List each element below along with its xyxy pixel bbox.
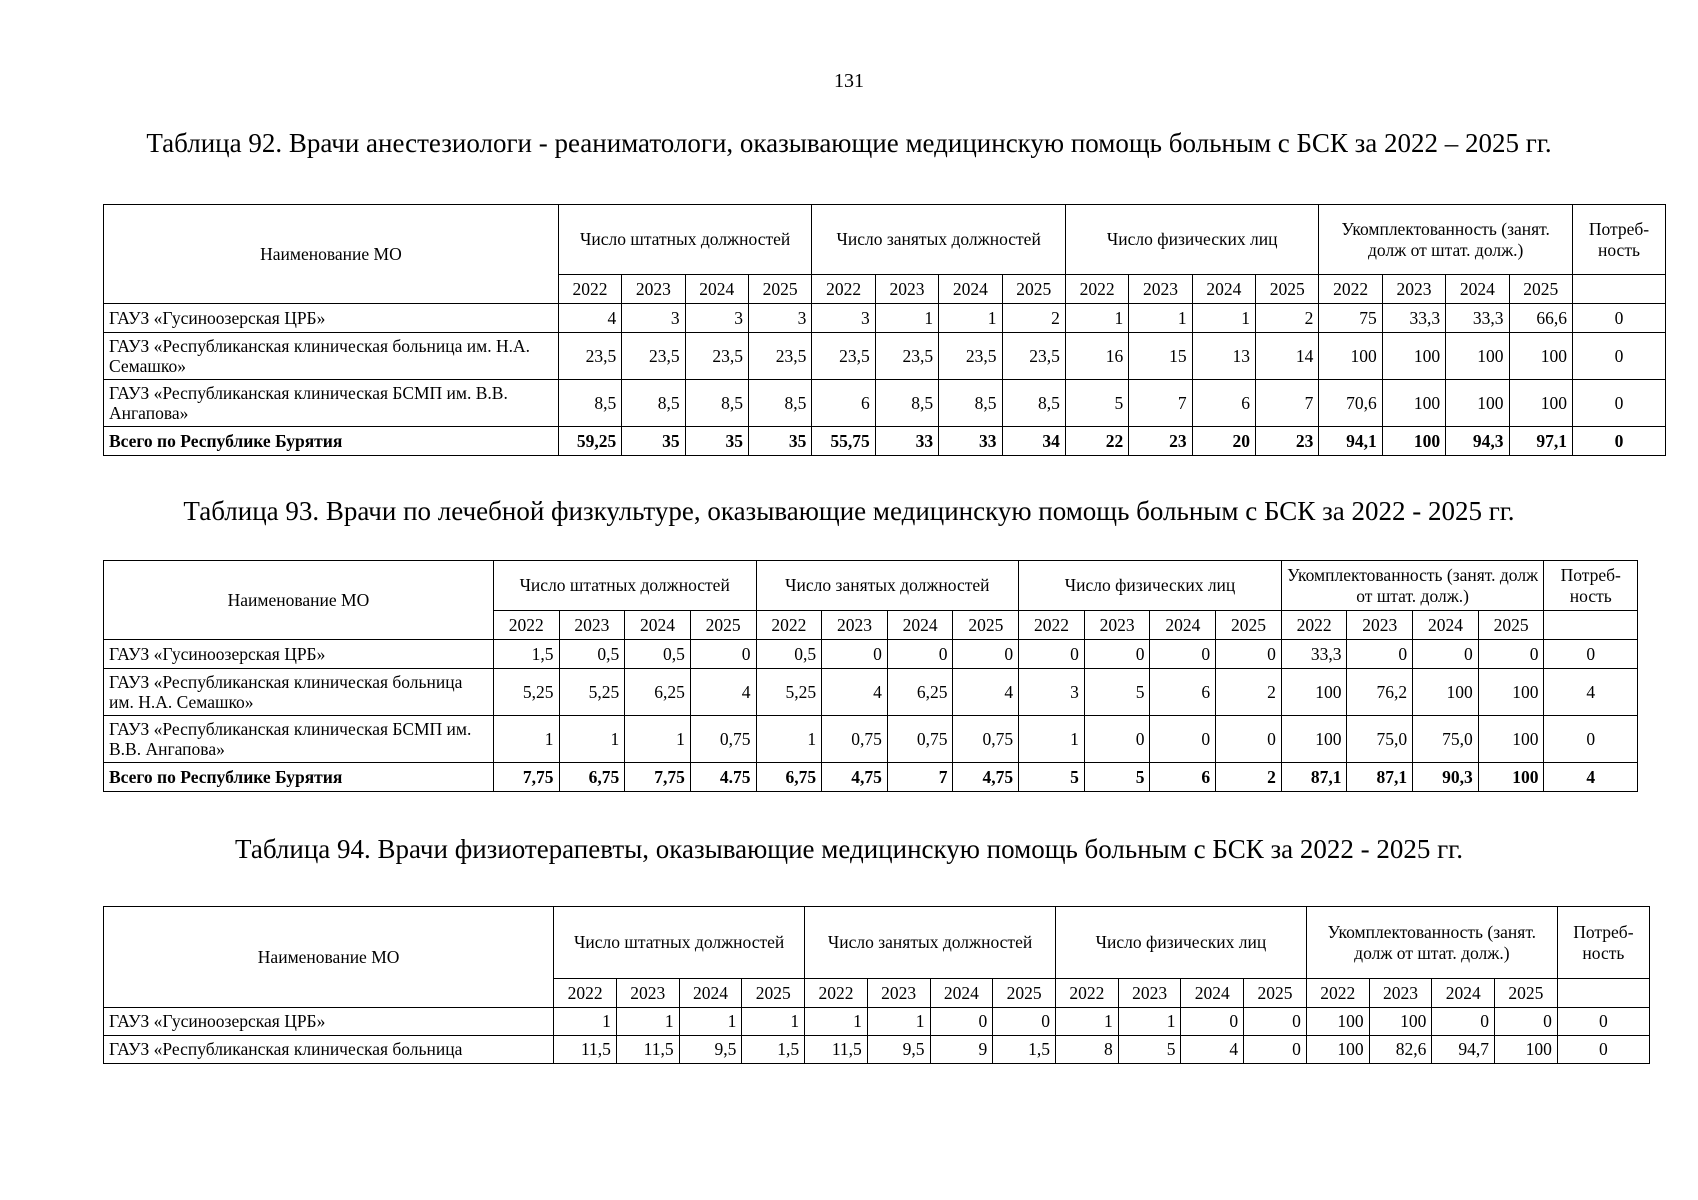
value-cell: 9 — [930, 1036, 993, 1064]
header-year: 2024 — [685, 275, 748, 304]
header-year: 2025 — [953, 611, 1019, 640]
header-year: 2023 — [1382, 275, 1445, 304]
mo-name-cell: ГАУЗ «Республиканская клиническая больница им. Н.А. Семашко» — [104, 333, 559, 380]
header-group-staff: Число штатных должностей — [558, 205, 812, 275]
need-cell: 0 — [1557, 1036, 1649, 1064]
table-row — [104, 1008, 1650, 1036]
value-cell: 33 — [875, 427, 938, 456]
value-cell: 3 — [685, 304, 748, 333]
value-cell: 6,75 — [756, 763, 822, 792]
header-group-occupied: Число занятых должностей — [756, 561, 1019, 611]
value-cell: 1 — [1129, 304, 1192, 333]
value-cell: 1,5 — [493, 640, 559, 669]
header-name: Наименование МО — [104, 907, 554, 1008]
value-cell: 55,75 — [812, 427, 875, 456]
value-cell: 33 — [939, 427, 1002, 456]
value-cell: 22 — [1065, 427, 1128, 456]
value-cell: 2 — [1216, 669, 1282, 716]
table-row — [104, 304, 1666, 333]
need-cell: 4 — [1544, 763, 1638, 792]
table-92 — [103, 204, 1666, 456]
table-total-row — [104, 763, 1638, 792]
value-cell: 0 — [1495, 1008, 1558, 1036]
value-cell: 0,75 — [822, 716, 888, 763]
value-cell: 6 — [1150, 669, 1216, 716]
value-cell: 0 — [1019, 640, 1085, 669]
value-cell: 9,5 — [867, 1036, 930, 1064]
header-year: 2024 — [679, 979, 742, 1008]
value-cell: 75,0 — [1347, 716, 1413, 763]
value-cell: 0,5 — [559, 640, 625, 669]
value-cell: 0 — [1150, 716, 1216, 763]
value-cell: 7 — [1129, 380, 1192, 427]
value-cell: 1 — [867, 1008, 930, 1036]
mo-name-cell: ГАУЗ «Гусиноозерская ЦРБ» — [104, 640, 494, 669]
value-cell: 23,5 — [812, 333, 875, 380]
value-cell: 1,5 — [742, 1036, 805, 1064]
value-cell: 1,5 — [993, 1036, 1056, 1064]
need-cell: 0 — [1572, 427, 1665, 456]
value-cell: 59,25 — [558, 427, 621, 456]
value-cell: 100 — [1478, 716, 1544, 763]
value-cell: 5,25 — [493, 669, 559, 716]
header-group-staffing: Укомплектованность (занят. долж от штат. долж.) — [1319, 205, 1573, 275]
value-cell: 100 — [1306, 1008, 1369, 1036]
value-cell: 5 — [1065, 380, 1128, 427]
header-year: 2023 — [1129, 275, 1192, 304]
value-cell: 8,5 — [622, 380, 685, 427]
value-cell: 1 — [679, 1008, 742, 1036]
header-year: 2022 — [1306, 979, 1369, 1008]
need-cell: 0 — [1572, 304, 1665, 333]
mo-name-cell: ГАУЗ «Гусиноозерская ЦРБ» — [104, 1008, 554, 1036]
value-cell: 7,75 — [625, 763, 691, 792]
header-group-persons: Число физических лиц — [1019, 561, 1282, 611]
value-cell: 0 — [822, 640, 888, 669]
value-cell: 0,5 — [756, 640, 822, 669]
value-cell: 2 — [1002, 304, 1065, 333]
value-cell: 11,5 — [616, 1036, 679, 1064]
value-cell: 0 — [1347, 640, 1413, 669]
value-cell: 100 — [1382, 427, 1445, 456]
value-cell: 6,25 — [887, 669, 953, 716]
header-group-persons: Число физических лиц — [1056, 907, 1307, 979]
value-cell: 1 — [1065, 304, 1128, 333]
value-cell: 23 — [1256, 427, 1319, 456]
value-cell: 1 — [742, 1008, 805, 1036]
value-cell: 0,75 — [887, 716, 953, 763]
header-group-staff: Число штатных должностей — [493, 561, 756, 611]
value-cell: 6 — [812, 380, 875, 427]
value-cell: 4,75 — [953, 763, 1019, 792]
header-group-staff: Число штатных должностей — [554, 907, 805, 979]
header-year: 2023 — [1118, 979, 1181, 1008]
value-cell: 1 — [756, 716, 822, 763]
value-cell: 0 — [1084, 640, 1150, 669]
mo-name-cell: Всего по Республике Бурятия — [104, 763, 494, 792]
value-cell: 0 — [1413, 640, 1479, 669]
value-cell: 7 — [1256, 380, 1319, 427]
value-cell: 14 — [1256, 333, 1319, 380]
table-row — [104, 333, 1666, 380]
value-cell: 8,5 — [748, 380, 811, 427]
header-year: 2023 — [1084, 611, 1150, 640]
value-cell: 82,6 — [1369, 1036, 1432, 1064]
header-year: 2022 — [812, 275, 875, 304]
header-name: Наименование МО — [104, 561, 494, 640]
value-cell: 4 — [690, 669, 756, 716]
value-cell: 7,75 — [493, 763, 559, 792]
header-year: 2023 — [875, 275, 938, 304]
value-cell: 94,1 — [1319, 427, 1382, 456]
value-cell: 100 — [1478, 669, 1544, 716]
value-cell: 13 — [1192, 333, 1255, 380]
value-cell: 16 — [1065, 333, 1128, 380]
table-94-caption: Таблица 94. Врачи физиотерапевты, оказывающие медицинскую помощь больным с БСК за 2022 - 2025 гг. — [235, 834, 1463, 864]
value-cell: 1 — [939, 304, 1002, 333]
value-cell: 23,5 — [875, 333, 938, 380]
header-year: 2025 — [690, 611, 756, 640]
value-cell: 0 — [887, 640, 953, 669]
value-cell: 100 — [1413, 669, 1479, 716]
value-cell: 6 — [1150, 763, 1216, 792]
value-cell: 0,75 — [690, 716, 756, 763]
value-cell: 0 — [1244, 1036, 1307, 1064]
value-cell: 5 — [1118, 1036, 1181, 1064]
value-cell: 11,5 — [554, 1036, 617, 1064]
header-year: 2024 — [1192, 275, 1255, 304]
header-year: 2022 — [558, 275, 621, 304]
header-group-occupied: Число занятых должностей — [805, 907, 1056, 979]
value-cell: 100 — [1319, 333, 1382, 380]
header-name: Наименование МО — [104, 205, 559, 304]
value-cell: 35 — [685, 427, 748, 456]
value-cell: 23,5 — [685, 333, 748, 380]
value-cell: 1 — [805, 1008, 868, 1036]
table-row — [104, 669, 1638, 716]
table-93-caption: Таблица 93. Врачи по лечебной физкультуре, оказывающие медицинскую помощь больным с БСК за 2022 - 2025 гг. — [183, 496, 1515, 526]
value-cell: 23,5 — [558, 333, 621, 380]
header-year: 2024 — [1446, 275, 1509, 304]
header-year: 2024 — [930, 979, 993, 1008]
value-cell: 35 — [748, 427, 811, 456]
value-cell: 1 — [616, 1008, 679, 1036]
value-cell: 100 — [1281, 669, 1347, 716]
value-cell: 6,75 — [559, 763, 625, 792]
value-cell: 100 — [1446, 380, 1509, 427]
value-cell: 33,3 — [1446, 304, 1509, 333]
table-total-row — [104, 427, 1666, 456]
page-number: 131 — [834, 70, 864, 92]
value-cell: 34 — [1002, 427, 1065, 456]
header-year: 2022 — [1281, 611, 1347, 640]
value-cell: 0 — [1181, 1008, 1244, 1036]
value-cell: 11,5 — [805, 1036, 868, 1064]
value-cell: 100 — [1509, 380, 1572, 427]
header-year: 2023 — [622, 275, 685, 304]
value-cell: 1 — [1056, 1008, 1119, 1036]
value-cell: 35 — [622, 427, 685, 456]
table-94 — [103, 906, 1650, 1064]
value-cell: 8,5 — [939, 380, 1002, 427]
value-cell: 5 — [1084, 669, 1150, 716]
header-year: 2025 — [748, 275, 811, 304]
value-cell: 3 — [1019, 669, 1085, 716]
header-year: 2023 — [559, 611, 625, 640]
value-cell: 8,5 — [1002, 380, 1065, 427]
header-group-persons: Число физических лиц — [1065, 205, 1319, 275]
value-cell: 23 — [1129, 427, 1192, 456]
header-year: 2023 — [1347, 611, 1413, 640]
table-row — [104, 1036, 1650, 1064]
value-cell: 100 — [1382, 380, 1445, 427]
header-year: 2024 — [887, 611, 953, 640]
value-cell: 2 — [1216, 763, 1282, 792]
value-cell: 2 — [1256, 304, 1319, 333]
value-cell: 0,5 — [625, 640, 691, 669]
value-cell: 4.75 — [690, 763, 756, 792]
value-cell: 4,75 — [822, 763, 888, 792]
table-93 — [103, 560, 1638, 792]
value-cell: 5,25 — [559, 669, 625, 716]
header-need-blank — [1557, 979, 1649, 1008]
value-cell: 87,1 — [1281, 763, 1347, 792]
value-cell: 0 — [1244, 1008, 1307, 1036]
header-group-staffing: Укомплектованность (занят. долж от штат. долж.) — [1306, 907, 1557, 979]
value-cell: 23,5 — [622, 333, 685, 380]
table-row — [104, 380, 1666, 427]
need-cell: 4 — [1544, 669, 1638, 716]
header-group-occupied: Число занятых должностей — [812, 205, 1066, 275]
table-row — [104, 640, 1638, 669]
header-year: 2024 — [625, 611, 691, 640]
need-cell: 0 — [1572, 333, 1665, 380]
value-cell: 1 — [625, 716, 691, 763]
mo-name-cell: Всего по Республике Бурятия — [104, 427, 559, 456]
value-cell: 1 — [1019, 716, 1085, 763]
value-cell: 8,5 — [685, 380, 748, 427]
value-cell: 1 — [559, 716, 625, 763]
value-cell: 0 — [690, 640, 756, 669]
value-cell: 90,3 — [1413, 763, 1479, 792]
mo-name-cell: ГАУЗ «Республиканская клиническая БСМП им. В.В. Ангапова» — [104, 716, 494, 763]
value-cell: 4 — [1181, 1036, 1244, 1064]
value-cell: 100 — [1478, 763, 1544, 792]
header-year: 2023 — [1369, 979, 1432, 1008]
value-cell: 75,0 — [1413, 716, 1479, 763]
value-cell: 75 — [1319, 304, 1382, 333]
value-cell: 20 — [1192, 427, 1255, 456]
header-year: 2022 — [1065, 275, 1128, 304]
header-year: 2025 — [1509, 275, 1572, 304]
value-cell: 66,6 — [1509, 304, 1572, 333]
header-year: 2023 — [867, 979, 930, 1008]
value-cell: 1 — [1192, 304, 1255, 333]
value-cell: 0,75 — [953, 716, 1019, 763]
need-cell: 0 — [1572, 380, 1665, 427]
header-year: 2024 — [1181, 979, 1244, 1008]
value-cell: 94,3 — [1446, 427, 1509, 456]
value-cell: 15 — [1129, 333, 1192, 380]
header-year: 2022 — [756, 611, 822, 640]
value-cell: 0 — [1216, 716, 1282, 763]
header-year: 2025 — [1478, 611, 1544, 640]
mo-name-cell: ГАУЗ «Республиканская клиническая больница им. Н.А. Семашко» — [104, 669, 494, 716]
value-cell: 100 — [1306, 1036, 1369, 1064]
value-cell: 0 — [1084, 716, 1150, 763]
header-year: 2024 — [1150, 611, 1216, 640]
value-cell: 100 — [1382, 333, 1445, 380]
header-year: 2022 — [493, 611, 559, 640]
header-year: 2025 — [1495, 979, 1558, 1008]
value-cell: 100 — [1446, 333, 1509, 380]
need-cell: 0 — [1557, 1008, 1649, 1036]
header-need: Потреб-ность — [1572, 205, 1665, 275]
header-year: 2025 — [742, 979, 805, 1008]
mo-name-cell: ГАУЗ «Гусиноозерская ЦРБ» — [104, 304, 559, 333]
value-cell: 9,5 — [679, 1036, 742, 1064]
header-need-blank — [1544, 611, 1638, 640]
header-year: 2024 — [1432, 979, 1495, 1008]
header-need: Потреб-ность — [1557, 907, 1649, 979]
header-year: 2025 — [1216, 611, 1282, 640]
header-year: 2025 — [1002, 275, 1065, 304]
value-cell: 1 — [875, 304, 938, 333]
value-cell: 1 — [493, 716, 559, 763]
value-cell: 3 — [622, 304, 685, 333]
header-year: 2025 — [1244, 979, 1307, 1008]
header-year: 2022 — [805, 979, 868, 1008]
value-cell: 8,5 — [875, 380, 938, 427]
value-cell: 0 — [930, 1008, 993, 1036]
table-row — [104, 716, 1638, 763]
value-cell: 3 — [812, 304, 875, 333]
value-cell: 97,1 — [1509, 427, 1572, 456]
value-cell: 0 — [1478, 640, 1544, 669]
value-cell: 0 — [953, 640, 1019, 669]
value-cell: 0 — [1216, 640, 1282, 669]
header-year: 2025 — [1256, 275, 1319, 304]
value-cell: 1 — [554, 1008, 617, 1036]
value-cell: 5 — [1084, 763, 1150, 792]
header-year: 2022 — [1319, 275, 1382, 304]
value-cell: 3 — [748, 304, 811, 333]
value-cell: 8 — [1056, 1036, 1119, 1064]
value-cell: 0 — [993, 1008, 1056, 1036]
header-year: 2022 — [1019, 611, 1085, 640]
header-year: 2022 — [1056, 979, 1119, 1008]
value-cell: 23,5 — [1002, 333, 1065, 380]
value-cell: 4 — [558, 304, 621, 333]
value-cell: 23,5 — [748, 333, 811, 380]
value-cell: 0 — [1432, 1008, 1495, 1036]
mo-name-cell: ГАУЗ «Республиканская клиническая больница — [104, 1036, 554, 1064]
header-year: 2023 — [822, 611, 888, 640]
value-cell: 7 — [887, 763, 953, 792]
table-92-caption: Таблица 92. Врачи анестезиологи - реаниматологи, оказывающие медицинскую помощь больным с БСК за 2022 – 2025 гг. — [146, 128, 1552, 158]
value-cell: 5,25 — [756, 669, 822, 716]
value-cell: 6 — [1192, 380, 1255, 427]
value-cell: 87,1 — [1347, 763, 1413, 792]
header-need: Потреб-ность — [1544, 561, 1638, 611]
header-need-blank — [1572, 275, 1665, 304]
need-cell: 0 — [1544, 640, 1638, 669]
header-year: 2024 — [939, 275, 1002, 304]
need-cell: 0 — [1544, 716, 1638, 763]
header-year: 2024 — [1413, 611, 1479, 640]
value-cell: 100 — [1369, 1008, 1432, 1036]
value-cell: 4 — [953, 669, 1019, 716]
header-year: 2023 — [616, 979, 679, 1008]
value-cell: 8,5 — [558, 380, 621, 427]
value-cell: 0 — [1150, 640, 1216, 669]
header-year: 2025 — [993, 979, 1056, 1008]
value-cell: 76,2 — [1347, 669, 1413, 716]
value-cell: 94,7 — [1432, 1036, 1495, 1064]
mo-name-cell: ГАУЗ «Республиканская клиническая БСМП им. В.В. Ангапова» — [104, 380, 559, 427]
value-cell: 33,3 — [1382, 304, 1445, 333]
value-cell: 70,6 — [1319, 380, 1382, 427]
value-cell: 23,5 — [939, 333, 1002, 380]
value-cell: 100 — [1495, 1036, 1558, 1064]
value-cell: 100 — [1509, 333, 1572, 380]
value-cell: 4 — [822, 669, 888, 716]
header-group-staffing: Укомплектованность (занят. долж от штат. долж.) — [1281, 561, 1544, 611]
value-cell: 6,25 — [625, 669, 691, 716]
value-cell: 100 — [1281, 716, 1347, 763]
value-cell: 1 — [1118, 1008, 1181, 1036]
value-cell: 5 — [1019, 763, 1085, 792]
header-year: 2022 — [554, 979, 617, 1008]
value-cell: 33,3 — [1281, 640, 1347, 669]
